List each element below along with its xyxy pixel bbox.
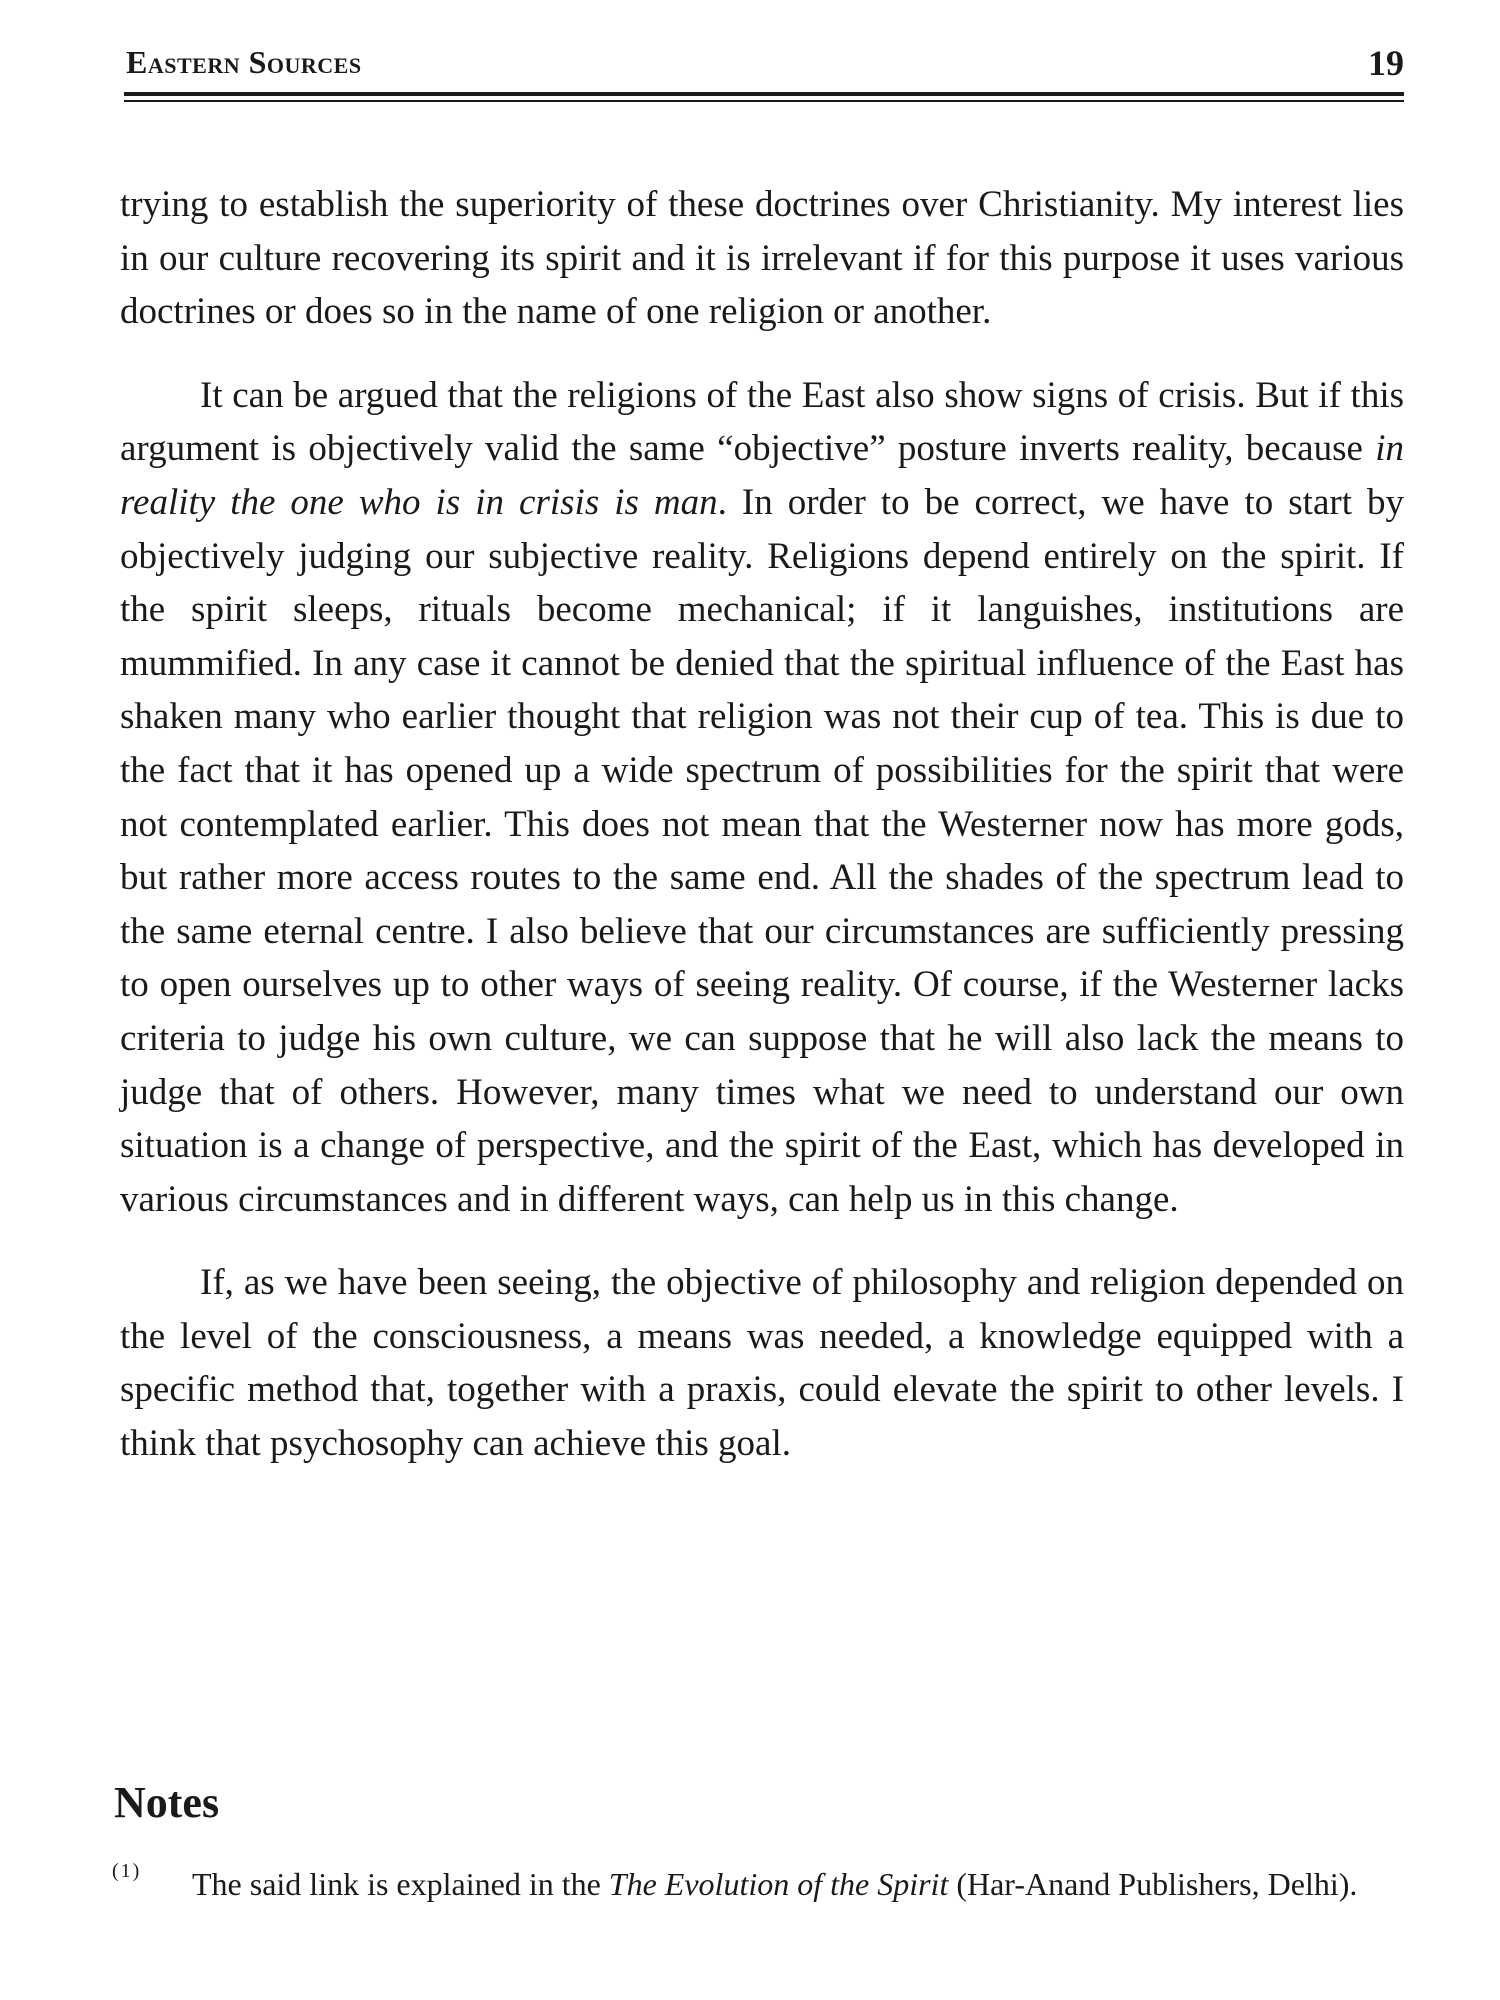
footnote-book-title: The Evolution of the Spirit — [608, 1866, 949, 1902]
header-rule-thick — [124, 92, 1404, 96]
body-text — [120, 178, 1404, 1471]
running-title: Eastern Sources — [126, 44, 362, 80]
footnote-text-part-1: The said link is explained in the — [192, 1866, 609, 1902]
page-number: 19 — [1368, 43, 1404, 83]
footnote-text — [192, 1862, 1404, 1906]
paragraph-crisis-part-1: It can be argued that the religions of the East also show signs of crisis. But if this argument is objectively valid the same “objective” posture inverts reality, because — [120, 374, 1404, 470]
paragraph-crisis — [120, 369, 1404, 1227]
paragraph-crisis-part-2: . In order to be correct, we have to start by objectively judging our subjective reality. Religions depend entirely on the spirit. If the spirit sleeps, rituals become mechanical; if it languishes, institutions are mummified. In any case it cannot be denied that the spiritual influence of the East has shaken many who earlier thought that religion was not their cup of tea. This is due to the fact that it has opened up a wide spectrum of possibilities for the spirit that were not contemplated earlier. This does not mean that the Westerner now has more gods, but rather more access routes to the same end. All the shades of the spectrum lead to the same eternal centre. I also believe that our circumstances are sufficiently pressing to open ourselves up to other ways of seeing reality. Of course, if the Westerner lacks criteria to judge his own culture, we can suppose that he will also lack the means to judge that of others. However, many times what we need to understand our own situation is a change of perspective, and the spirit of the East, which has developed in various circumstances and in different ways, can help us in this change. — [120, 481, 1404, 1220]
footnote-item — [112, 1862, 1404, 1906]
notes-heading: Notes — [114, 1778, 220, 1827]
running-head — [126, 36, 1404, 96]
footnote-text-part-2: (Har-Anand Publishers, Delhi). — [948, 1866, 1358, 1902]
paragraph-continued: trying to establish the superiority of these doctrines over Christianity. My interest lies in our culture recovering its spirit and it is irrelevant if for this purpose it uses various doctrines or does so in the name of one religion or another. — [120, 184, 1404, 333]
paragraph-crisis-emphasis: in reality the one who is in crisis is man — [120, 428, 1404, 523]
footnote-number: (1) — [112, 1860, 142, 1882]
header-rule-thin — [124, 100, 1404, 102]
paragraph-psychosophy: If, as we have been seeing, the objective of philosophy and religion depended on the level of the consciousness, a means was needed, a knowledge equipped with a specific method that, together with a praxis, could elevate the spirit to other levels. I think that psychosophy can achieve this goal. — [120, 1262, 1404, 1465]
